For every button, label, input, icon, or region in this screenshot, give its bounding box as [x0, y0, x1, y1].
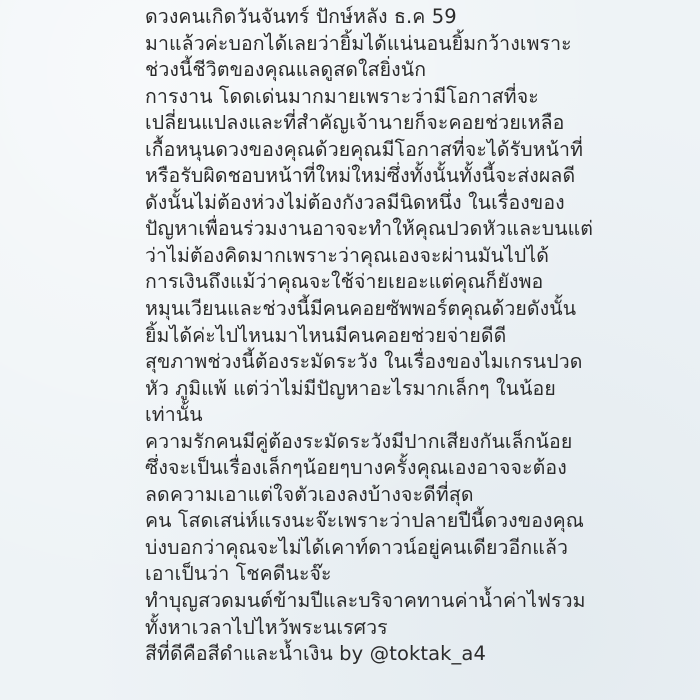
text-line: หรือรับผิดชอบหน้าที่ใหม่ใหม่ซึ่งทั้งนั้นทั้งนี้จะส่งผลดี: [145, 164, 576, 188]
text-line: คน โสดเสน่ห์แรงนะจ๊ะเพราะว่าปลายปีนี้ดวงของคุณ: [145, 509, 584, 533]
text-line: สุขภาพช่วงนี้ต้องระมัดระวัง ในเรื่องของไมเกรนปวด: [145, 350, 583, 374]
text-line: เกื้อหนุนดวงของคุณด้วยคุณมีโอกาสที่จะได้รับหน้าที่: [145, 137, 584, 161]
text-line: เท่านั้น: [145, 403, 203, 427]
text-line: การงาน โดดเด่นมากมายเพราะว่ามีโอกาสที่จะ: [145, 84, 539, 108]
horoscope-text: [145, 4, 693, 668]
text-line: หมุนเวียนและช่วงนี้มีคนคอยซัพพอร์ตคุณด้วยดังนั้น: [145, 297, 577, 321]
text-line: มาแล้วค่ะบอกได้เลยว่ายิ้มได้แน่นอนยิ้มกว้างเพราะ: [145, 31, 572, 55]
text-line: หัว ภูมิแพ้ แต่ว่าไม่มีปัญหาอะไรมากเล็กๆ ในน้อย: [145, 376, 556, 400]
text-line: การเงินถึงแม้ว่าคุณจะใช้จ่ายเยอะแต่คุณก็ยังพอ: [145, 270, 544, 294]
text-line: ดังนั้นไม่ต้องห่วงไม่ต้องกังวลมีนิดหนึ่ง ในเรื่องของ: [145, 190, 565, 214]
text-line: ว่าไม่ต้องคิดมากเพราะว่าคุณเองจะผ่านมันไปได้: [145, 243, 550, 267]
text-line-credit: สีที่ดีคือสีดำและน้ำเงิน by @toktak_a4: [145, 642, 486, 666]
text-line: ทั้งหาเวลาไปไหว้พระนเรศวร: [145, 615, 388, 639]
text-line: เอาเป็นว่า โชคดีนะจ๊ะ: [145, 562, 332, 586]
text-line: ซึ่งจะเป็นเรื่องเล็กๆน้อยๆบางครั้งคุณเองอาจจะต้อง: [145, 456, 567, 480]
text-line: ลดความเอาแต่ใจตัวเองลงบ้างจะดีที่สุด: [145, 482, 474, 506]
post-title: ดวงคนเกิดวันจันทร์ ปักษ์หลัง ธ.ค 59: [145, 5, 457, 28]
text-line: บ่งบอกว่าคุณจะไม่ได้เคาท์ดาวน์อยู่คนเดียวอีกแล้ว: [145, 535, 569, 559]
text-line: เปลี่ยนแปลงและที่สำคัญเจ้านายก็จะคอยช่วยเหลือ: [145, 111, 565, 135]
text-line: ความรักคนมีคู่ต้องระมัดระวังมีปากเสียงกันเล็กน้อย: [145, 429, 573, 453]
text-line: ยิ้มได้ค่ะไปไหนมาไหนมีคนคอยช่วยจ่ายดีดี: [145, 323, 507, 347]
text-line: ปัญหาเพื่อนร่วมงานอาจจะทำให้คุณปวดหัวและบนแต่: [145, 217, 594, 241]
text-line: ทำบุญสวดมนต์ข้ามปีและบริจาคทานค่าน้ำค่าไฟรวม: [145, 589, 586, 613]
text-line: ช่วงนี้ชีวิตของคุณแลดูสดใสยิ่งนัก: [145, 58, 427, 82]
